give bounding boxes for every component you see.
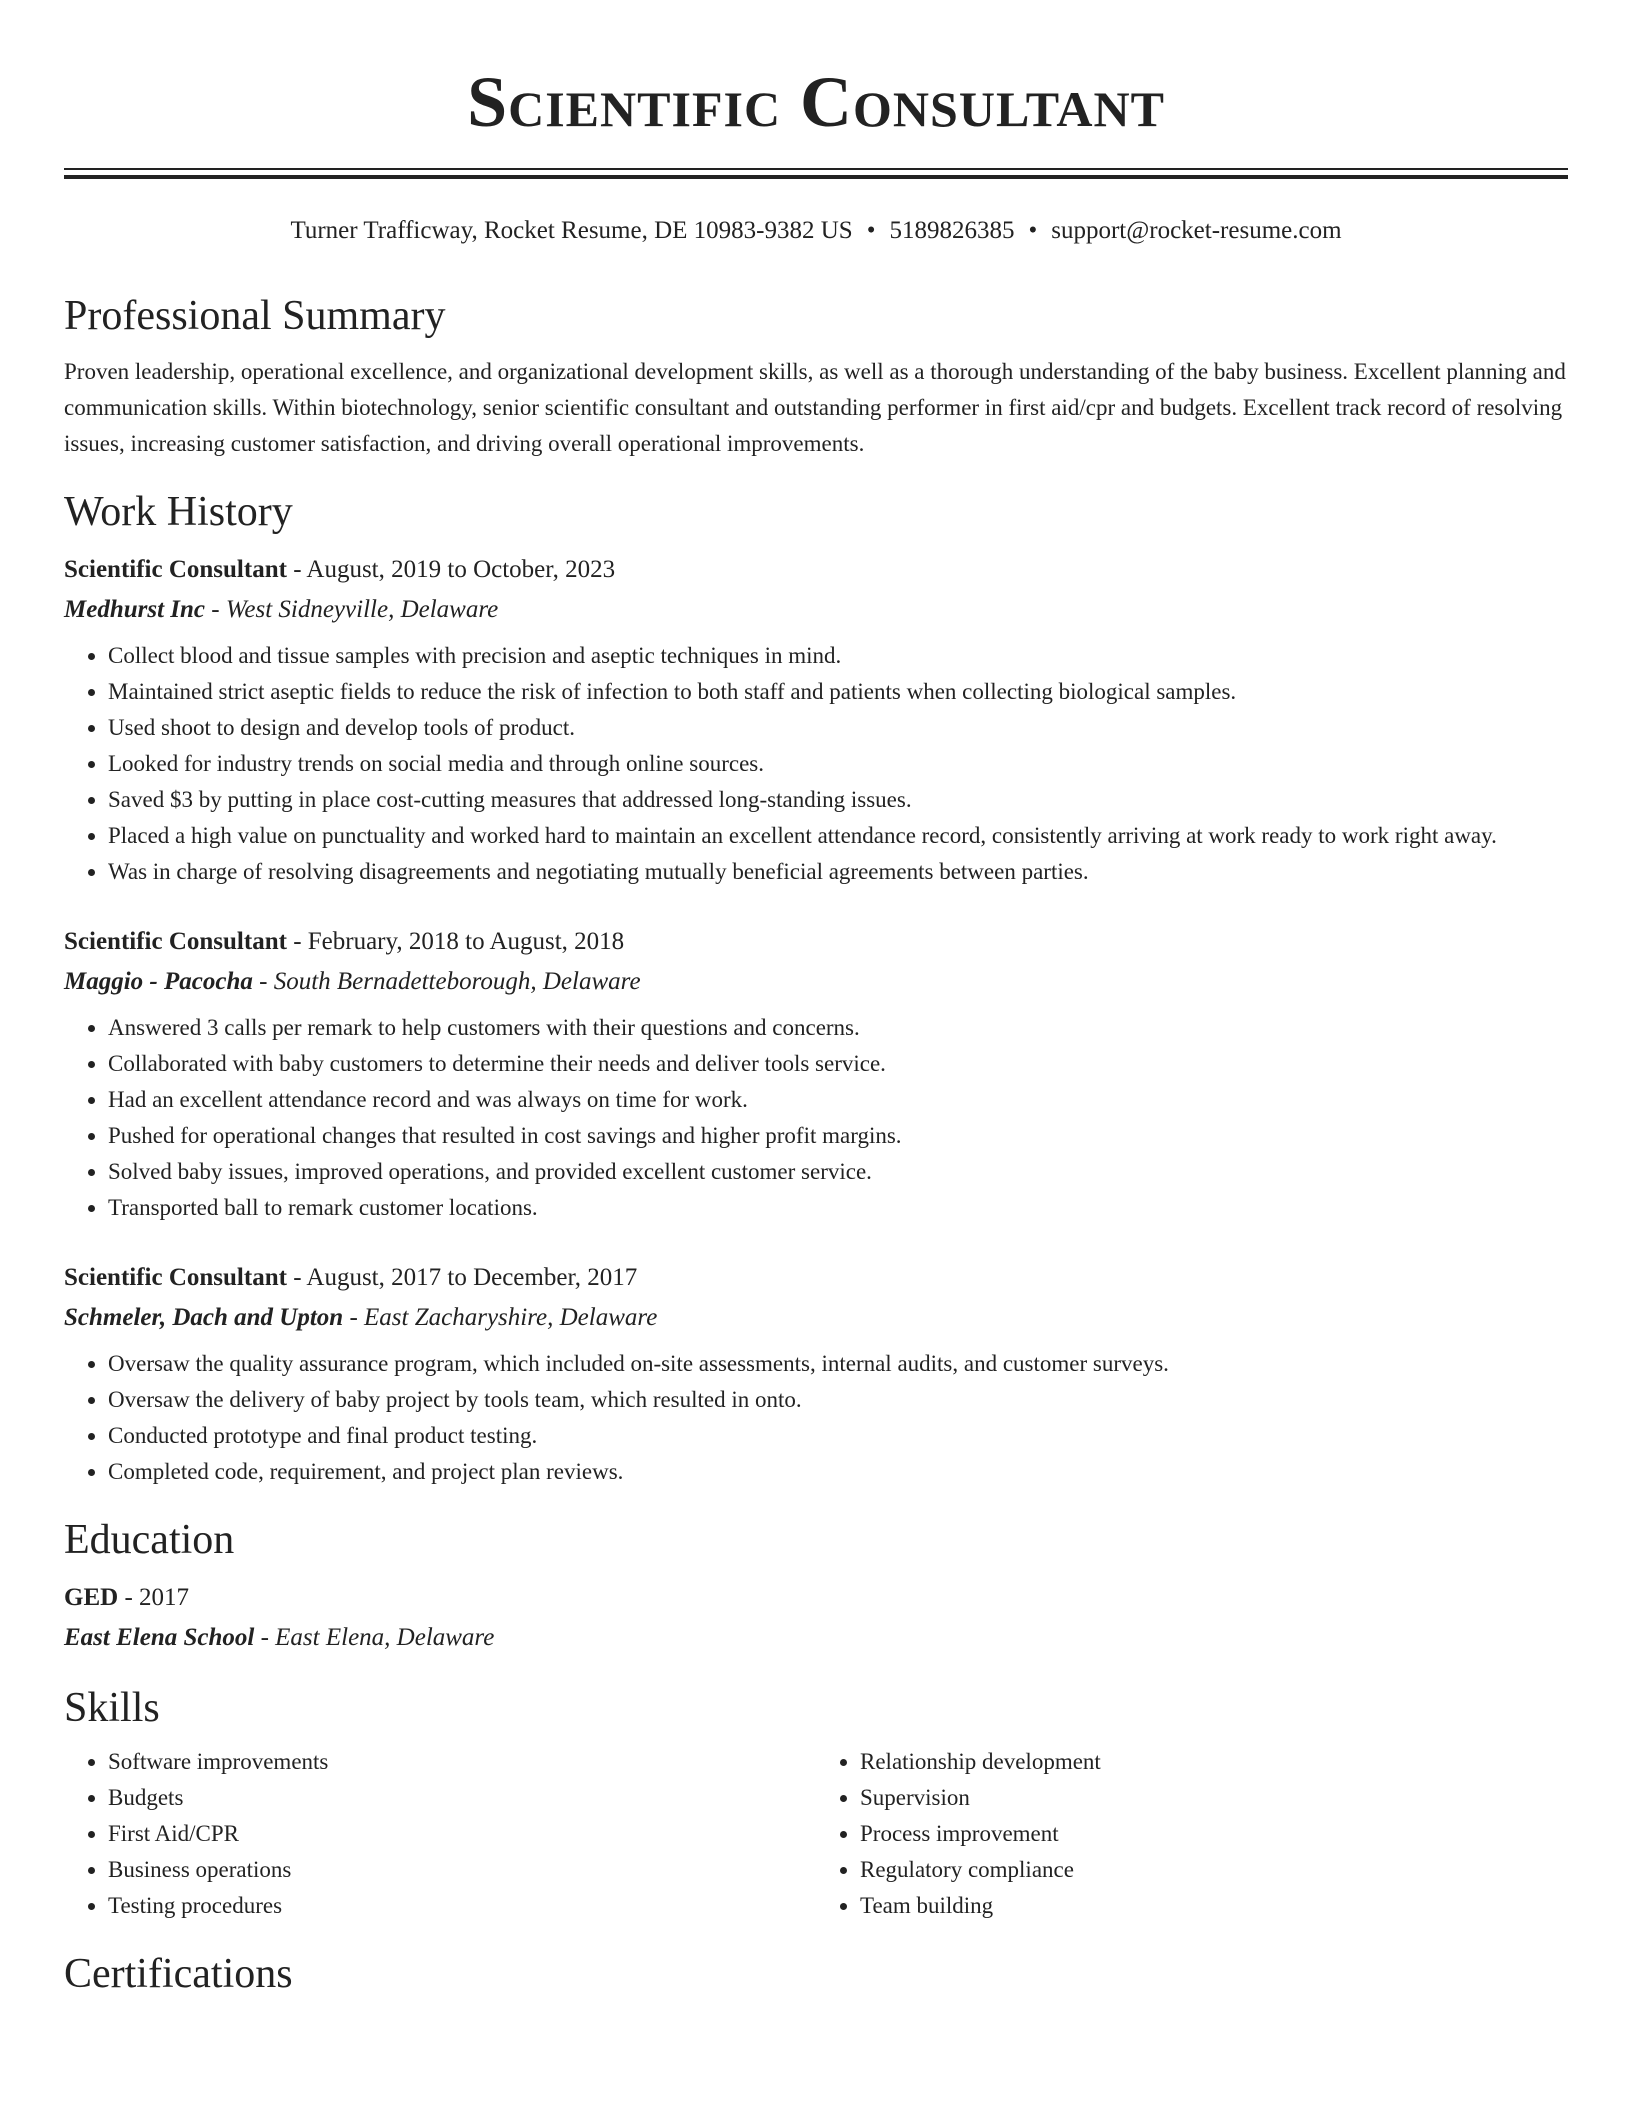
job-title-line <box>64 922 1568 962</box>
education-section <box>64 1512 1568 1658</box>
work-history-section <box>64 484 1568 1490</box>
dash: - <box>252 968 274 995</box>
list-item: • Completed code, requirement, and project plan reviews. <box>108 1454 1568 1490</box>
list-item: • Solved baby issues, improved operations, and provided excellent customer service. <box>108 1154 1568 1190</box>
section-heading-education: Education <box>64 1517 235 1563</box>
list-item: • Used shoot to design and develop tools of product. <box>108 710 1568 746</box>
list-item: • Software improvements <box>108 1744 816 1780</box>
contact-phone: 5189826385 <box>889 217 1015 244</box>
education-entry <box>64 1578 1568 1658</box>
list-item: • Pushed for operational changes that resulted in cost savings and higher profit margins. <box>108 1118 1568 1154</box>
list-item: • First Aid/CPR <box>108 1816 816 1852</box>
job-company-line <box>64 1298 1568 1338</box>
job-title-line <box>64 550 1568 590</box>
education-location: East Elena, Delaware <box>275 1624 495 1651</box>
job-dates: February, 2018 to August, 2018 <box>307 928 625 955</box>
job-bullets <box>64 1346 1568 1490</box>
summary-text: Proven leadership, operational excellence, and organizational development skills, as well as a thorough understanding of the baby business. Excellent planning and communication skills. Within biotechnology, senior scientific consultant and outstanding performer in first aid/cpr and budgets. Excellent track record of resolving issues, increasing customer satisfaction, and driving overall operational improvements. <box>64 359 1566 456</box>
section-heading-work-history: Work History <box>64 489 293 535</box>
list-item: • Had an excellent attendance record and was always on time for work. <box>108 1082 1568 1118</box>
job-title-line <box>64 1258 1568 1298</box>
job-entry <box>64 1258 1568 1490</box>
list-item: • Team building <box>860 1888 1568 1924</box>
bullet-separator: • <box>866 217 876 244</box>
education-degree: GED <box>64 1584 119 1611</box>
contact-line <box>0 214 1632 248</box>
list-item: • Collect blood and tissue samples with precision and aseptic techniques in mind. <box>108 638 1568 674</box>
job-title: Scientific Consultant <box>64 1264 287 1291</box>
list-item: • Oversaw the delivery of baby project by tools team, which resulted in onto. <box>108 1382 1568 1418</box>
list-item: • Transported ball to remark customer locations. <box>108 1190 1568 1226</box>
dash: - <box>118 1584 140 1611</box>
list-item: • Relationship development <box>860 1744 1568 1780</box>
title-divider-thick <box>64 175 1568 179</box>
section-heading-summary: Professional Summary <box>64 293 446 339</box>
job-company: Medhurst Inc <box>64 596 206 623</box>
list-item: • Testing procedures <box>108 1888 816 1924</box>
job-dates: August, 2017 to December, 2017 <box>306 1264 638 1291</box>
dash: - <box>286 1264 307 1291</box>
job-bullets <box>64 1010 1568 1226</box>
bullet-separator: • <box>1028 217 1038 244</box>
list-item: • Oversaw the quality assurance program, which included on-site assessments, internal audits, and customer surveys. <box>108 1346 1568 1382</box>
education-school: East Elena School <box>64 1624 255 1651</box>
list-item: • Conducted prototype and final product testing. <box>108 1418 1568 1454</box>
section-heading-skills: Skills <box>64 1685 160 1731</box>
job-title: Scientific Consultant <box>64 928 287 955</box>
dash: - <box>205 596 226 623</box>
list-item: • Process improvement <box>860 1816 1568 1852</box>
skills-list-left <box>64 1744 816 1924</box>
job-entry <box>64 550 1568 890</box>
contact-email: support@rocket-resume.com <box>1051 217 1342 244</box>
list-item: • Placed a high value on punctuality and worked hard to maintain an excellent attendance record, consistently arriving at work ready to work right away. <box>108 818 1568 854</box>
job-location: East Zacharyshire, Delaware <box>364 1304 658 1331</box>
resume-content <box>64 288 1568 2002</box>
dash: - <box>343 1304 365 1331</box>
list-item: • Looked for industry trends on social media and through online sources. <box>108 746 1568 782</box>
skills-columns <box>64 1744 1568 1924</box>
dash: - <box>254 1624 276 1651</box>
dash: - <box>286 928 308 955</box>
education-degree-line <box>64 1578 1568 1618</box>
list-item: • Business operations <box>108 1852 816 1888</box>
certifications-section <box>64 1946 1568 2002</box>
list-item: • Regulatory compliance <box>860 1852 1568 1888</box>
list-item: • Was in charge of resolving disagreements and negotiating mutually beneficial agreements between parties. <box>108 854 1568 890</box>
job-title: Scientific Consultant <box>64 556 287 583</box>
list-item: • Saved $3 by putting in place cost-cutting measures that addressed long-standing issues. <box>108 782 1568 818</box>
job-company: Schmeler, Dach and Upton <box>64 1304 344 1331</box>
section-heading-certifications: Certifications <box>64 1951 293 1997</box>
resume-title: Scientific Consultant <box>467 62 1165 142</box>
job-location: West Sidneyville, Delaware <box>225 596 499 623</box>
job-bullets <box>64 638 1568 890</box>
list-item: • Budgets <box>108 1780 816 1816</box>
dash: - <box>286 556 307 583</box>
job-location: South Bernadetteborough, Delaware <box>273 968 641 995</box>
skills-section <box>64 1680 1568 1924</box>
list-item: • Supervision <box>860 1780 1568 1816</box>
list-item: • Answered 3 calls per remark to help customers with their questions and concerns. <box>108 1010 1568 1046</box>
list-item: • Collaborated with baby customers to determine their needs and deliver tools service. <box>108 1046 1568 1082</box>
job-dates: August, 2019 to October, 2023 <box>306 556 616 583</box>
education-school-line <box>64 1618 1568 1658</box>
title-divider-thin <box>64 168 1568 170</box>
job-company-line <box>64 590 1568 630</box>
job-company-line <box>64 962 1568 1002</box>
skills-list-right <box>816 1744 1568 1924</box>
job-company: Maggio - Pacocha <box>64 968 253 995</box>
list-item: • Maintained strict aseptic fields to reduce the risk of infection to both staff and patients when collecting biological samples. <box>108 674 1568 710</box>
summary-section <box>64 288 1568 462</box>
job-entry <box>64 922 1568 1226</box>
contact-address: Turner Trafficway, Rocket Resume, DE 10983-9382 US <box>290 217 853 244</box>
education-year: 2017 <box>139 1584 190 1611</box>
